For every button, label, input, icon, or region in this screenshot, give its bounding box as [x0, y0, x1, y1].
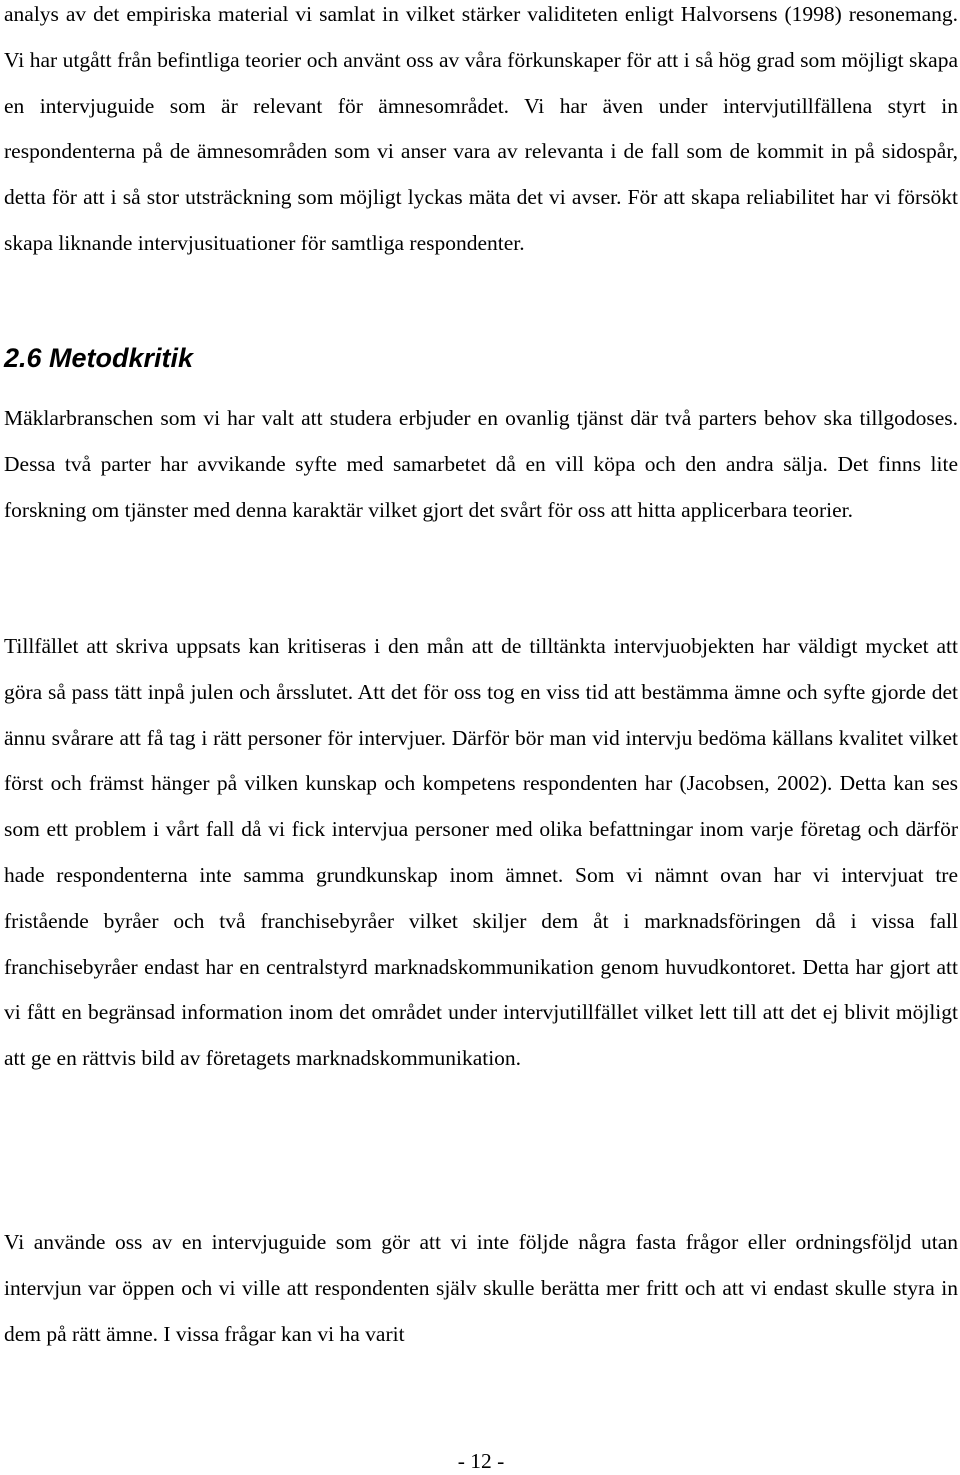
- document-page: [4, 0, 958, 1475]
- paragraph-method-critique: Mäklarbranschen som vi har valt att studera erbjuder en ovanlig tjänst där två parters behov ska tillgodoses. Dessa två parter har avvikande syfte med samarbetet då en vill köpa och den andra sälja. Det finns lite forskning om tjänster med denna karaktär vilket gjort det svårt för oss att hitta applicerbara teorier.: [4, 406, 958, 522]
- section-heading: 2.6 Metodkritik: [4, 343, 194, 373]
- paragraph-validity-reliability: analys av det empiriska material vi samlat in vilket stärker validiteten enligt Halvorsens (1998) resonemang. Vi har utgått från befintliga teorier och använt oss av våra förkunskaper för att i så hög grad som möjligt skapa en intervjuguide som är relevant för ämnesområdet. Vi har även under intervjutillfällena styrt in respondenterna på de ämnesområden som vi anser vara av relevanta i de fall som de kommit in på sidospår, detta för att i så stor utsträckning som möjligt lyckas mäta det vi avser. För att skapa reliabilitet har vi försökt skapa liknande intervjusituationer för samtliga respondenter.: [4, 2, 958, 255]
- paragraph-timing-critique: Tillfället att skriva uppsats kan kritiseras i den mån att de tilltänkta intervjuobjekten har väldigt mycket att göra så pass tätt inpå julen och årsslutet. Att det för oss tog en viss tid att bestämma ämne och syfte gjorde det ännu svårare att få tag i rätt personer för intervjuer. Därför bör man vid intervju bedöma källans kvalitet vilket först och främst hänger på vilken kunskap och kompetens respondenten har (Jacobsen, 2002). Detta kan ses som ett problem i vårt fall då vi fick intervjua personer med olika befattningar inom varje företag och därför hade respondenterna inte samma grundkunskap inom ämnet. Som vi nämnt ovan har vi intervjuat tre fristående byråer och två franchisebyråer vilket skiljer dem åt i marknadsföringen då i vissa fall franchisebyråer endast har en centralstyrd marknadskommunikation genom huvudkontoret. Detta har gjort att vi fått en begränsad information inom det området under intervjutillfället vilket lett till att det ej blivit möjligt att ge en rättvis bild av företagets marknadskommunikation.: [4, 634, 958, 1071]
- page-number: - 12 -: [457, 1449, 505, 1473]
- paragraph-interview-guide: Vi använde oss av en intervjuguide som gör att vi inte följde några fasta frågor eller ordningsföljd utan intervjun var öppen och vi ville att respondenten själv skulle berätta mer fritt och att vi endast skulle styra in dem på rätt ämne. I vissa frågar kan vi ha varit: [4, 1230, 958, 1346]
